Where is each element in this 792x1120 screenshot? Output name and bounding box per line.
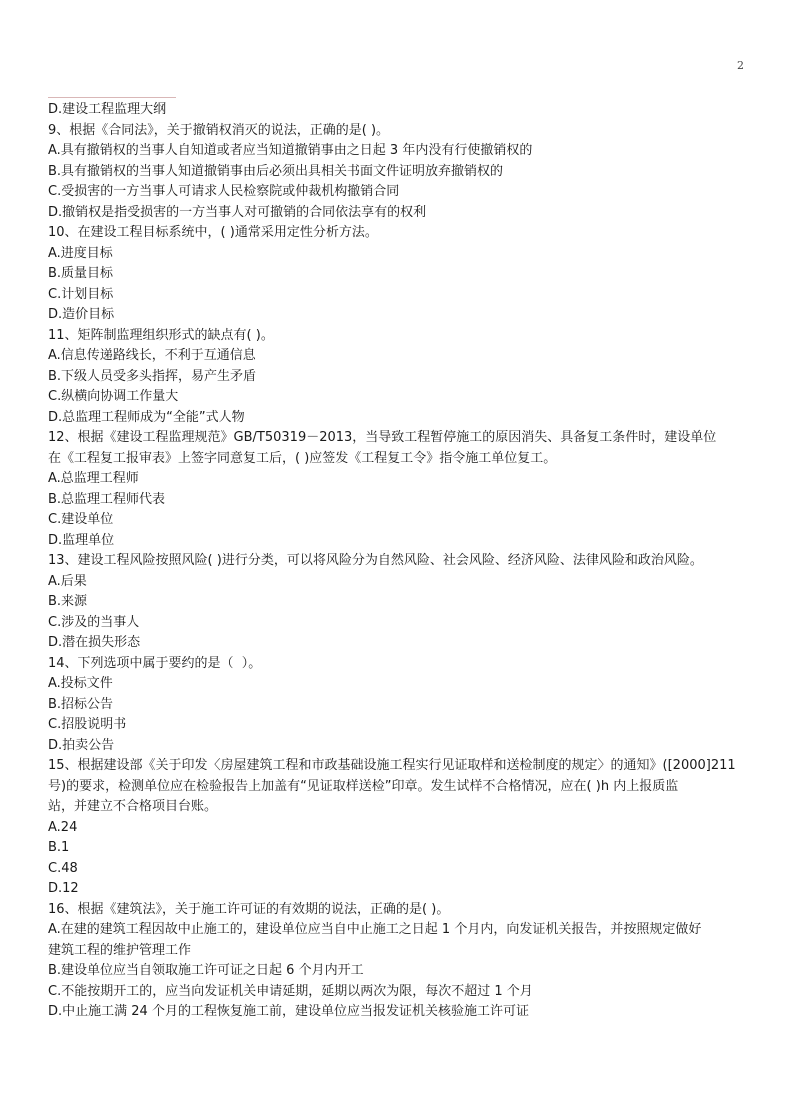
document-body [48,100,760,1023]
option-line: C.纵横向协调工作量大 [48,389,179,404]
option-line: B.下级人员受多头指挥，易产生矛盾 [48,368,257,384]
option-line: D.拍卖公告 [48,737,115,753]
option-line: A.在建的建筑工程因故中止施工的，建设单位应当自中止施工之日起 1 个月内，向发证机关报告，并按照规定做好 [48,922,702,937]
question-15-cont: 站，并建立不合格项目台账。 [48,799,218,814]
option-line: D.潜在损失形态 [48,635,141,650]
question-9: 9、根据《合同法》，关于撤销权消灭的说法，正确的是( )。 [48,122,390,138]
option-line: D.中止施工满 24 个月的工程恢复施工前，建设单位应当报发证机关核验施工许可证 [48,1004,529,1019]
option-line: B.1 [48,840,70,855]
option-line: A.具有撤销权的当事人自知道或者应当知道撤销事由之日起 3 年内没有行使撤销权的 [48,143,533,158]
option-line: C.计划目标 [48,286,114,302]
option-line: C.48 [48,860,78,876]
option-line: D.监理单位 [48,532,115,548]
option-line: C.招股说明书 [48,717,127,732]
option-line: C.不能按期开工的，应当向发证机关申请延期，延期以两次为限，每次不超过 1 个月 [48,983,533,999]
page-number: 2 [737,59,744,72]
question-11: 11、矩阵制监理组织形式的缺点有( )。 [48,327,274,343]
option-line-cont: 建筑工程的维护管理工作 [48,942,192,958]
option-line: C.建设单位 [48,512,114,527]
question-15-cont: 号)的要求，检测单位应在检验报告上加盖有“见证取样送检”印章。发生试样不合格情况，应在( )h 内上报质监 [48,778,679,794]
question-14: 14、下列选项中属于要约的是（ ）。 [48,655,262,671]
option-line: A.总监理工程师 [48,471,139,486]
option-line: A.信息传递路线长，不利于互通信息 [48,348,256,363]
option-line: D.撤销权是指受损害的一方当事人对可撤销的合同依法享有的权利 [48,204,427,220]
question-10: 10、在建设工程目标系统中，( )通常采用定性分析方法。 [48,225,378,240]
option-line: A.后果 [48,573,87,589]
option-line: D.建设工程监理大纲 [48,102,167,117]
option-line: A.进度目标 [48,245,113,261]
option-line: B.建设单位应当自领取施工许可证之日起 6 个月内开工 [48,963,364,978]
option-line: B.具有撤销权的当事人知道撤销事由后必须出具相关书面文件证明放弃撤销权的 [48,163,504,179]
option-line: B.招标公告 [48,696,114,712]
option-line: D.造价目标 [48,307,115,322]
option-line: C.受损害的一方当事人可请求人民检察院或仲裁机构撤销合同 [48,184,400,199]
option-line: D.12 [48,881,79,896]
option-line: A.投标文件 [48,676,113,691]
option-line: B.来源 [48,594,88,609]
question-12-cont: 在《工程复工报审表》上签字同意复工后，( )应签发《工程复工令》指令施工单位复工。 [48,450,557,466]
option-line: A.24 [48,819,78,835]
question-15: 15、根据建设部《关于印发〈房屋建筑工程和市政基础设施工程实行见证取样和送检制度的规定〉的通知》([2000]211 [48,758,736,773]
option-line: B.质量目标 [48,266,114,281]
question-16: 16、根据《建筑法》，关于施工许可证的有效期的说法，正确的是( )。 [48,901,450,917]
option-line: C.涉及的当事人 [48,614,140,630]
question-13: 13、建设工程风险按照风险( )进行分类，可以将风险分为自然风险、社会风险、经济风险、法律风险和政治风险。 [48,553,703,568]
header-rule [48,97,176,98]
option-line: D.总监理工程师成为“全能”式人物 [48,409,245,425]
option-line: B.总监理工程师代表 [48,491,166,507]
question-12: 12、根据《建设工程监理规范》GB/T50319－2013，当导致工程暂停施工的原因消失、具备复工条件时，建设单位 [48,430,717,445]
